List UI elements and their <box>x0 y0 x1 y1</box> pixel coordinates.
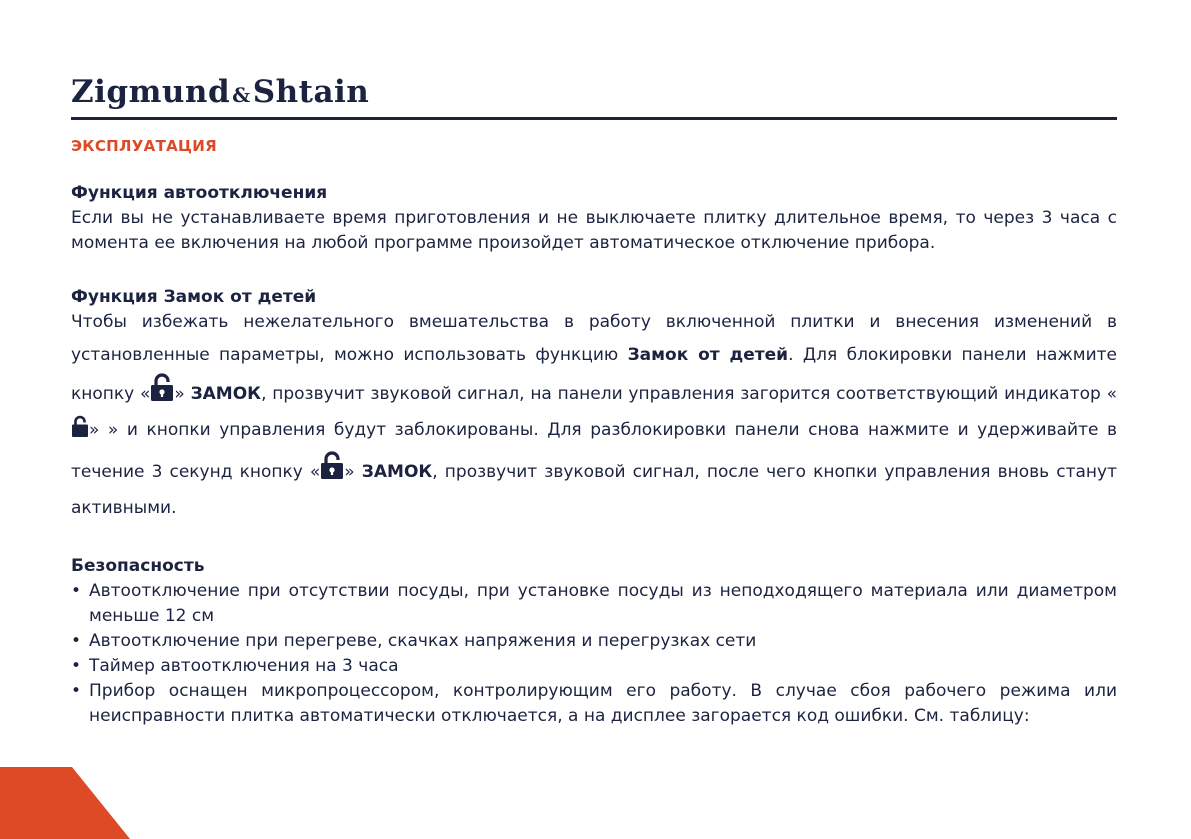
header-rule <box>71 117 1117 120</box>
logo-text-zigmund: Zigmund <box>71 74 231 110</box>
lock-icon <box>150 372 174 414</box>
child-lock-text-part: . Для блокировки панели нажмите кнопку « <box>71 345 1117 404</box>
logo-ampersand: & <box>232 83 251 107</box>
list-item: • Таймер автоотключения на 3 часа <box>71 654 1117 679</box>
lock-indicator-icon <box>71 414 89 450</box>
brand-logo <box>71 70 371 114</box>
section-title: ЭКСПЛУАТАЦИЯ <box>71 137 217 155</box>
child-lock-text-part: Чтобы избежать нежелательного вмешательства в работу включенной плитки и внесения изменений в установленные параметры, можно использовать функцию <box>71 312 1117 365</box>
child-lock-text-part: » » и кнопки управления будут заблокированы. Для разблокировки панели снова нажмите и удерживайте в течение 3 секунд кнопку « <box>71 420 1117 482</box>
lock-icon <box>320 450 344 492</box>
auto-off-heading: Функция автоотключения <box>71 183 328 203</box>
lock-button-label: ЗАМОК <box>361 462 433 482</box>
list-item: • Автоотключение при перегреве, скачках напряжения и перегрузках сети <box>71 629 1117 654</box>
child-lock-heading: Функция Замок от детей <box>71 287 317 307</box>
page-content <box>71 181 1117 729</box>
child-lock-text-part: » <box>174 384 191 404</box>
child-lock-text-part: , прозвучит звуковой сигнал, на панели управления загорится соответствующий индикатор « <box>261 384 1117 404</box>
child-lock-text <box>71 306 1117 525</box>
list-item: • Автоотключение при отсутствии посуды, при установке посуды из неподходящего материала или диаметром меньше 12 см <box>71 579 1117 629</box>
child-lock-text-part: , прозвучит звуковой сигнал, после чего кнопки управления вновь станут активными. <box>71 462 1117 518</box>
child-lock-text-part: » <box>344 462 362 482</box>
child-lock-feature-name: Замок от детей <box>627 345 789 365</box>
corner-decoration <box>0 767 130 839</box>
safety-heading: Безопасность <box>71 556 205 576</box>
list-item: • Прибор оснащен микропроцессором, контролирующим его работу. В случае сбоя рабочего режима или неисправности плитка автоматически отключается, а на дисплее загорается код ошибки. См. таблицу: <box>71 679 1117 729</box>
auto-off-text: Если вы не устанавливаете время приготовления и не выключаете плитку длительное время, то через 3 часа с момента ее включения на любой программе произойдет автоматическое отключение прибора. <box>71 208 1117 253</box>
lock-button-label: ЗАМОК <box>190 384 262 404</box>
logo-text-shtain: Shtain <box>252 74 370 110</box>
safety-list <box>71 579 1117 729</box>
